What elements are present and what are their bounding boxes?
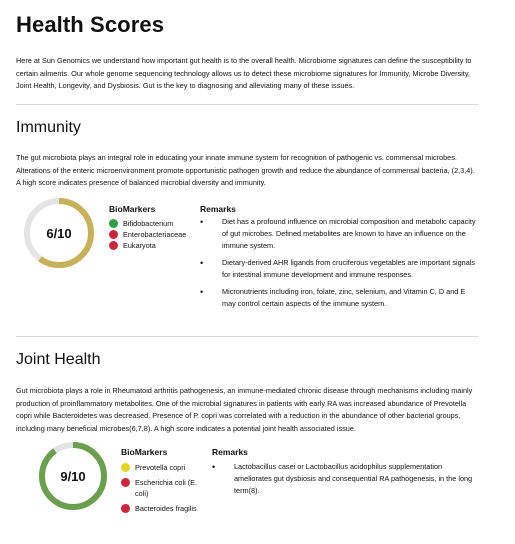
- section-description-immunity: The gut microbiota plays an integral role in educating your innate immune system for recognition of pathogenic vs. commensal microbes. Alterations of the enteric microenvironment promote opportunistic pathogen growth and reduce the abundance of commensal bacteria, (2,3,4). A high score indicates presence of balanced microbial diversity and immunity.: [16, 153, 475, 187]
- bullet: •: [200, 287, 204, 297]
- remarks-list-immunity: [200, 216, 478, 310]
- divider: [16, 104, 478, 105]
- remarks-list-joint-health: [212, 461, 478, 497]
- bullet: •: [212, 462, 216, 472]
- page-title: Health Scores: [16, 12, 165, 37]
- remark-text: Diet has a profound influence on microbial composition and metabolic capacity of gut microbes. Defined metabolites are known to have an influence on the immune system.: [222, 217, 476, 250]
- biomarkers-heading: BioMarkers: [109, 204, 156, 214]
- biomarker-name: Enterobacteriaceae: [123, 230, 187, 239]
- status-dot: [109, 219, 118, 228]
- score-label: 6/10: [46, 225, 72, 241]
- bullet: •: [200, 217, 204, 227]
- remark-item: [200, 257, 478, 281]
- joint-health-score-gauge: [38, 441, 108, 511]
- biomarker-item: [121, 503, 205, 514]
- biomarker-item: [109, 229, 189, 240]
- section-description-joint-health: Gut microbiota plays a role in Rheumatoid arthritis pathogenesis, an immune-mediated chronic disease through mechanisms including mainly production of proinflammatory metabolites. One of the microbial signatures in patients with early RA was increased abundance of Prevotella copri while Bacteroidetes was decreased. Presence of P. copri was correlated with a reduction in the abundance of other bacterial groups, including many beneficial microbes(6,7,8). A high score indicates a potential joint health associated issue.: [16, 386, 473, 433]
- remark-text: Lactobacillus casei or Lactobacillus acidophilus supplementation ameliorates gut dysbiosis and consequential RA pathogenesis, in the long term(8).: [234, 462, 473, 495]
- bullet: •: [200, 258, 204, 268]
- biomarker-list-immunity: [109, 218, 189, 251]
- status-dot: [109, 241, 118, 250]
- biomarker-item: [121, 477, 205, 499]
- biomarker-item: [121, 462, 205, 473]
- status-dot: [121, 478, 130, 487]
- section-title-immunity: Immunity: [16, 119, 81, 136]
- biomarker-name: Prevotella copri: [135, 463, 186, 472]
- biomarkers-heading: BioMarkers: [121, 447, 168, 457]
- remark-item: [212, 461, 478, 497]
- biomarker-name: Bacteroides fragilis: [135, 504, 197, 513]
- remark-item: [200, 286, 478, 310]
- biomarker-item: [109, 240, 189, 251]
- section-title-joint-health: Joint Health: [16, 351, 101, 368]
- status-dot: [109, 230, 118, 239]
- remark-text: Micronutrients including iron, folate, zinc, selenium, and Vitamin C, D and E may control certain aspects of the immune system.: [222, 287, 466, 308]
- remarks-heading: Remarks: [212, 447, 248, 457]
- remarks-heading: Remarks: [200, 204, 236, 214]
- status-dot: [121, 504, 130, 513]
- status-dot: [121, 463, 130, 472]
- biomarker-list-joint-health: [121, 462, 205, 514]
- immunity-score-gauge: [23, 197, 95, 269]
- divider: [16, 336, 478, 337]
- remark-item: [200, 216, 478, 252]
- remark-text: Dietary-derived AHR ligands from cruciferous vegetables are important signals for intestinal immune development and immune responses.: [222, 258, 476, 279]
- score-label: 9/10: [60, 468, 86, 484]
- biomarker-item: [109, 218, 189, 229]
- biomarker-name: Eukaryota: [123, 241, 156, 250]
- intro-paragraph: Here at Sun Genomics we understand how important gut health is to the overall health. Microbiome signatures can define the susceptibility to certain ailments. Our whole genome sequencing technology allows us to detect these microbiome signatures for Immunity, Microbe Diversity, Joint Health, Longevity, and Dysbiosis. Gut is the key to diagnosing and alleviating many of these issues.: [16, 56, 472, 90]
- biomarker-name: Bifidobacterium: [123, 219, 174, 228]
- biomarker-name: Escherichia coli (E. coli): [135, 478, 198, 498]
